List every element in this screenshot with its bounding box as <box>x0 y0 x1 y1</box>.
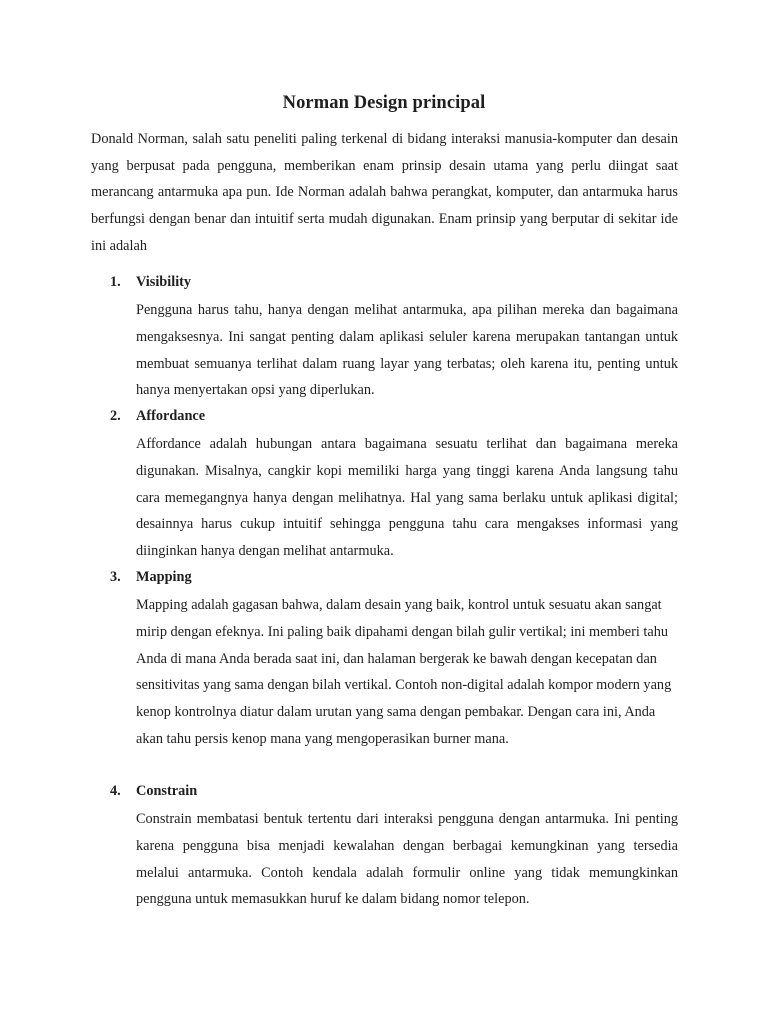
section-heading: Constrain <box>136 783 198 799</box>
page-title: Norman Design principal <box>282 93 486 113</box>
section-body: Pengguna harus tahu, hanya dengan melihat antarmuka, apa pilihan mereka dan bagaimana mengaksesnya. Ini sangat penting dalam aplikasi seluler karena merupakan tantangan untuk membuat semuanya terlihat dalam ruang layar yang terbatas; oleh karena itu, penting untuk hanya menyertakan opsi yang diperlukan. <box>136 302 678 399</box>
section-number: 2. <box>110 408 121 424</box>
section-body: Constrain membatasi bentuk tertentu dari interaksi pengguna dengan antarmuka. Ini penting karena pengguna bisa menjadi kewalahan dengan berbagai kemungkinan yang tersedia melalui antarmuka. Contoh kendala adalah formulir online yang tidak memungkinkan pengguna untuk memasukkan huruf ke dalam bidang nomor telepon. <box>136 811 678 908</box>
section-heading: Visibility <box>136 274 192 290</box>
section-body: Affordance adalah hubungan antara bagaimana sesuatu terlihat dan bagaimana mereka digunakan. Misalnya, cangkir kopi memiliki harga yang tinggi karena Anda langsung tahu cara memegangnya hanya dengan melihatnya. Hal yang sama berlaku untuk aplikasi digital; desainnya harus cukup intuitif sehingga pengguna tahu cara mengakses informasi yang diinginkan hanya dengan melihat antarmuka. <box>136 436 678 560</box>
intro-paragraph: Donald Norman, salah satu peneliti paling terkenal di bidang interaksi manusia-komputer dan desain yang berpusat pada pengguna, memberikan enam prinsip desain utama yang perlu diingat saat merancang antarmuka apa pun. Ide Norman adalah bahwa perangkat, komputer, dan antarmuka harus berfungsi dengan benar dan intuitif serta mudah digunakan. Enam prinsip yang berputar di sekitar ide ini adalah <box>91 131 678 254</box>
section-body: Mapping adalah gagasan bahwa, dalam desain yang baik, kontrol untuk sesuatu akan sangat mirip dengan efeknya. Ini paling baik dipahami dengan bilah gulir vertikal; ini memberi tahu Anda di mana Anda berada saat ini, dan halaman bergerak ke bawah dengan kecepatan dan sensitivitas yang sama dengan bilah vertikal. Contoh non-digital adalah kompor modern yang kenop kontrolnya diatur dalam urutan yang sama dengan pembakar. Dengan cara ini, Anda akan tahu persis kenop mana yang mengoperasikan burner mana. <box>136 597 672 747</box>
section-heading: Affordance <box>136 408 206 424</box>
section-number: 1. <box>110 274 121 290</box>
section-number: 4. <box>110 783 121 799</box>
section-number: 3. <box>110 569 121 585</box>
section-heading: Mapping <box>136 569 192 585</box>
